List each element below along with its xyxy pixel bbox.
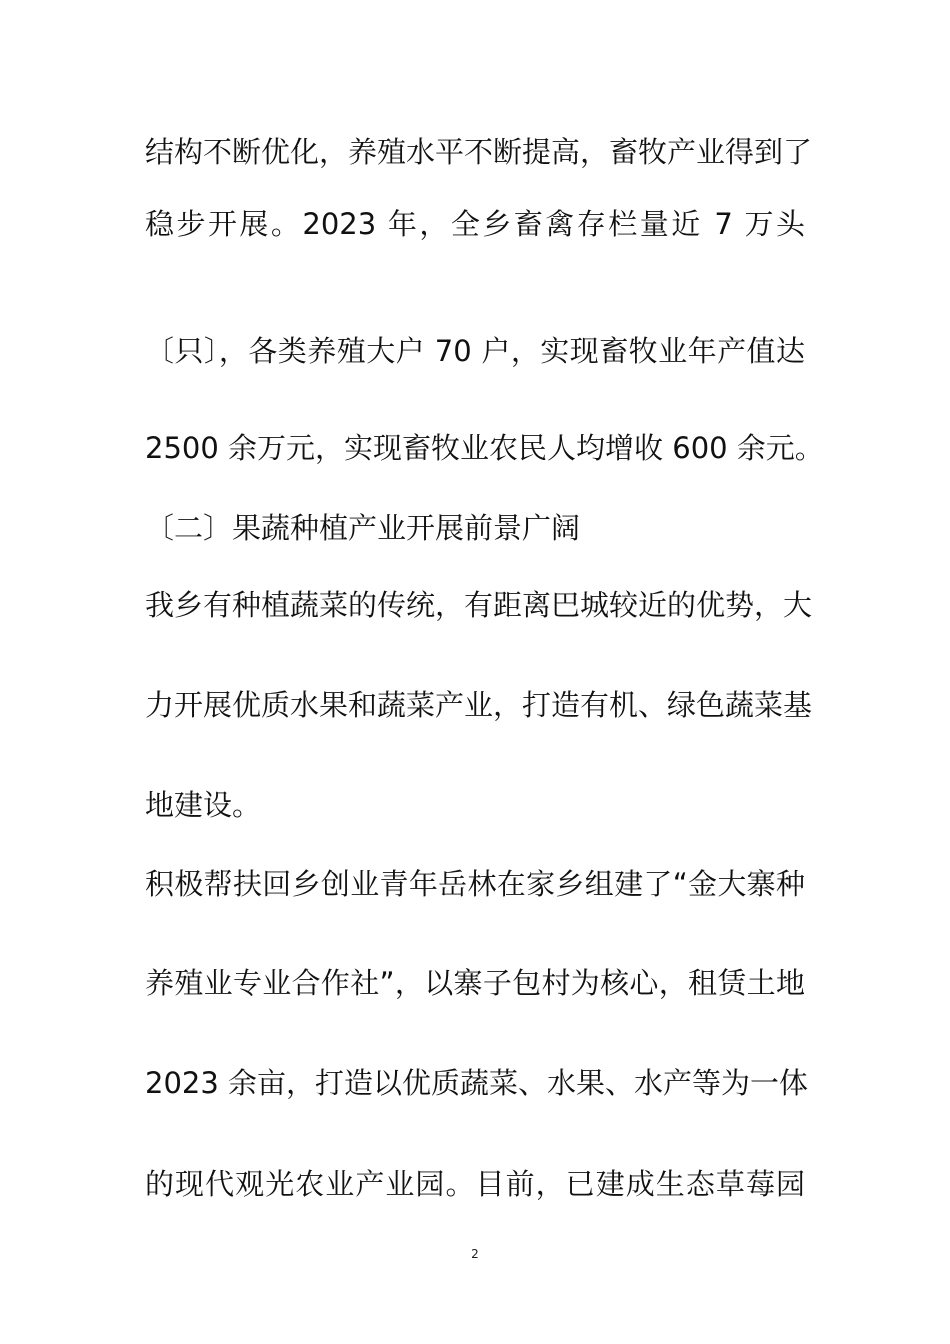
body-text-line: 稳步开展。2023 年，全乡畜禽存栏量近 7 万头	[145, 207, 805, 241]
body-text-line: 的现代观光农业产业园。目前，已建成生态草莓园	[145, 1167, 805, 1201]
body-text-line: 地建设。	[145, 788, 262, 822]
body-text-line: 力开展优质水果和蔬菜产业，打造有机、绿色蔬菜基	[145, 688, 813, 722]
body-text-line: 2500 余万元，实现畜牧业农民人均增收 600 余元。	[145, 431, 824, 465]
body-text-line: 积极帮扶回乡创业青年岳林在家乡组建了“金大寨种	[145, 867, 805, 901]
body-text-line: 〔只〕，各类养殖大户 70 户，实现畜牧业年产值达	[145, 334, 805, 368]
section-heading: 〔二〕果蔬种植产业开展前景广阔	[145, 511, 581, 545]
body-text-line: 养殖业专业合作社”，以寨子包村为核心，租赁土地	[145, 966, 805, 1000]
body-text-line: 结构不断优化，养殖水平不断提高，畜牧产业得到了	[145, 135, 813, 169]
body-text-line: 2023 余亩，打造以优质蔬菜、水果、水产等为一体	[145, 1066, 809, 1100]
body-text-line: 我乡有种植蔬菜的传统，有距离巴城较近的优势，大	[145, 588, 813, 622]
page-number: 2	[471, 1247, 479, 1261]
